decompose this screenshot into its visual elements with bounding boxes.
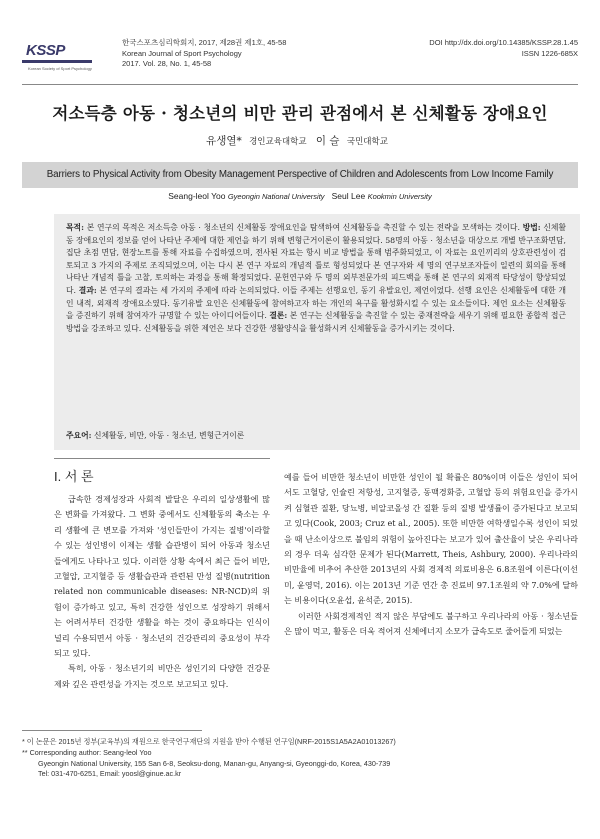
abstract-purpose: 본 연구의 목적은 저소득층 아동 · 청소년의 신체활동 장애요인을 탐색하여 신체활동을 촉진할 수 있는 전략을 모색하는 것이다. [83,223,523,232]
author-1-affiliation: 경인교육대학교 [249,137,307,147]
body-paragraph: 예를 들어 비만한 청소년이 비만한 성인이 될 확률은 80%이며 이들은 성인이 되어서도 고혈당, 인슐린 저항성, 고지혈증, 동맥경화증, 고혈압 등의 위험요인을 증가시켜 심혈관 질환, 당뇨병, 비알코올성 간 질환 등의 질병 발생률이 증가된다고 보고되고 있다(Cook, 2003; Cruz et al., 2005). 또한 비만한 여학생일수록 성인이 되었을 때 난소이상으로 불임의 위험이 높아진다는 보고가 있어 출산율이 낮은 우리나라의 경우 더욱 심각한 문제가 된다(Marrett, Theis, Ashbury, 2000). 우리나라의 비만율에 비추어 추산한 2013년의 사회 경제적 의료비용은 6.8조원에 이른다(이선미, 윤영덕, 2016). 이는 2013년 기준 연간 총 진료비 97.1조원의 약 7.0%에 달하는 비용이다(오윤섭, 윤석준, 2015). [284,472,578,606]
journal-identifiers [429,38,578,59]
author-1-name: 유생열* [206,135,242,147]
abstract-result-label: 결과: [78,285,97,295]
keywords-text: 신체활동, 비만, 아동 · 청소년, 변형근거이론 [91,431,245,440]
journal-logo [22,40,100,76]
author-address: Gyeongin National University, 155 San 6-8, Seoksu-dong, Manan-gu, Anyang-si, Gyeonggi-do, Korea, 430-739 [38,758,391,768]
abstract-method-label: 방법: [522,223,541,232]
paper-title-ko: 저소득층 아동 · 청소년의 비만 관리 관점에서 본 신체활동 장애요인 [52,104,548,123]
journal-title-en: Korean Journal of Sport Psychology [122,48,242,58]
body-paragraph: 급속한 경제성장과 사회적 발달은 우리의 일상생활에 많은 변화를 가져왔다. 그 변화 중에서도 신체활동의 축소는 우리 생활에 큰 변모를 가져와 '성인들만이 가지는 질병'이라할 수 있는 성인병이 이제는 생활 습관병이 되어 아동과 청소년들에게도 나타나고 있다. 이러한 상황 속에서 최근 들어 비만, 고혈압, 고지혈증 등 생활습관과 관련된 만성 질병(nutrition related non communicable diseases: NR-NCD)의 위험이 증가하고 있고, 특히 건강한 성인으로 성장하기 위해서는 어려서부터 건강한 생활을 하는 것이 중요하다는 인식이 널리 수용되면서 아동 · 청소년의 건강관리의 중요성이 부각되고 있다. [54,494,270,659]
journal-volume: 2017. Vol. 28, No. 1, 45-58 [122,59,212,68]
author-1-affiliation-en: Gyeongin National University [227,192,325,201]
issn: ISSN 1226-685X [521,48,578,58]
logo-mark: KSSP [26,42,65,59]
author-2-name-en: Seul Lee [331,191,366,201]
abstract-method: 신체활동 장애요인의 정보를 얻어 나타난 주제에 대한 제언을 하기 위해 변형근거이론이 활용되었다. 58명의 아동 · 청소년을 대상으로 개별 반구조화면담, 집단 초점 면담, 현장노트를 통해 자료를 수집하였으며, 전사된 자료는 항시 비교 방법을 통해 범주화되었고, 이 자료는 요인끼리의 상호관련성이 검토되고 3 가지의 주제로 조직되었으며, 이는 다시 본 연구 자료의 개념적 틀로 형성되었다 본 연구자와 세 명의 연구보조자들이 일련의 회의를 통해 나타난 개념적 틀을 고찰, 토의하는 과정을 통해 확정되었다. 문헌연구와 두 명의 외부전문가의 피드백을 통해 본 연구의 외재적 타당성이 향상되었다. [66,223,566,295]
doi-link[interactable]: DOI http://dx.doi.org/10.14385/KSSP.28.1.45 [429,38,578,47]
abstract [66,222,566,335]
body-paragraph: 특히, 아동 · 청소년기의 비만은 성인기의 다양한 건강문제와 깊은 관련성을 가지는 것으로 보고되고 있다. [54,663,270,689]
abstract-conclusion: 본 연구는 신체활동을 촉진할 수 있는 중재전략을 세우기 위해 필요한 종합적 접근방법을 강조하고 있다. 신체활동을 위한 제언은 보다 건강한 생활양식을 활성화시켜 신체활동을 증가시키는 것이다. [66,311,566,333]
journal-citation [122,38,286,70]
keywords [66,430,566,441]
author-2-name: 이 슬 [315,135,340,147]
corresponding-author: ** Corresponding author: Seang-leol Yoo [22,747,152,757]
keywords-label: 주요어: [66,431,92,440]
body-paragraph: 이러한 사회경제적인 적지 않은 부담에도 불구하고 우리나라의 아동 · 청소년들은 많이 먹고, 활동은 더욱 적어져 신체에너지 소모가 급속도로 줄어들게 되었는 [284,610,578,637]
author-2-affiliation: 국민대학교 [346,137,388,147]
author-2-affiliation-en: Kookmin University [367,192,432,201]
paper-title-en: Barriers to Physical Activity from Obesity Management Perspective of Children and Adolescents from Low Income Family [22,162,578,188]
author-1-name-en: Seang-leol Yoo [168,191,226,201]
footnote-divider [22,730,202,731]
body-column-right [284,470,578,639]
journal-title-ko: 한국스포츠심리학회지, 2017, 제28권 제1호, 45-58 [122,38,287,47]
abstract-conclusion-label: 결론: [269,311,288,321]
logo-subtitle: Korean Society of Sport Psychology [28,66,92,71]
abstract-purpose-label: 목적: [66,223,84,232]
authors-ko [0,133,600,148]
section-heading: I. 서 론 [54,469,94,484]
header-divider [22,84,578,85]
body-column-left [54,492,270,692]
author-contact: Tel: 031-470-6251, Email: yoosl@ginue.ac.kr [38,769,182,779]
footnotes [22,737,582,780]
journal-header [22,38,578,78]
section-divider [54,458,270,459]
funding-footnote: * 이 논문은 2015년 정부(교육부)의 재원으로 한국연구재단의 지원을 받아 수행된 연구임(NRF-2015S1A5A2A01013267) [22,737,396,746]
logo-bar [22,60,92,63]
abstract-result: 본 연구의 결과는 세 가지의 주제에 따라 논의되었다. 이들 주제는 선행요인, 동기 유발요인, 제언이었다. 선행 요인은 신체활동에 대한 개인 내적, 외재적 장애요소였다. 동기유발 요인은 신체활동에 참여하고자 하는 개인의 욕구를 활성화시킬 수 있는 요소들이다. 제언 요소는 신체활동을 증진하기 위해 참여자가 규명할 수 있는 아이디어들이다. [66,285,566,321]
authors-en [0,191,600,201]
